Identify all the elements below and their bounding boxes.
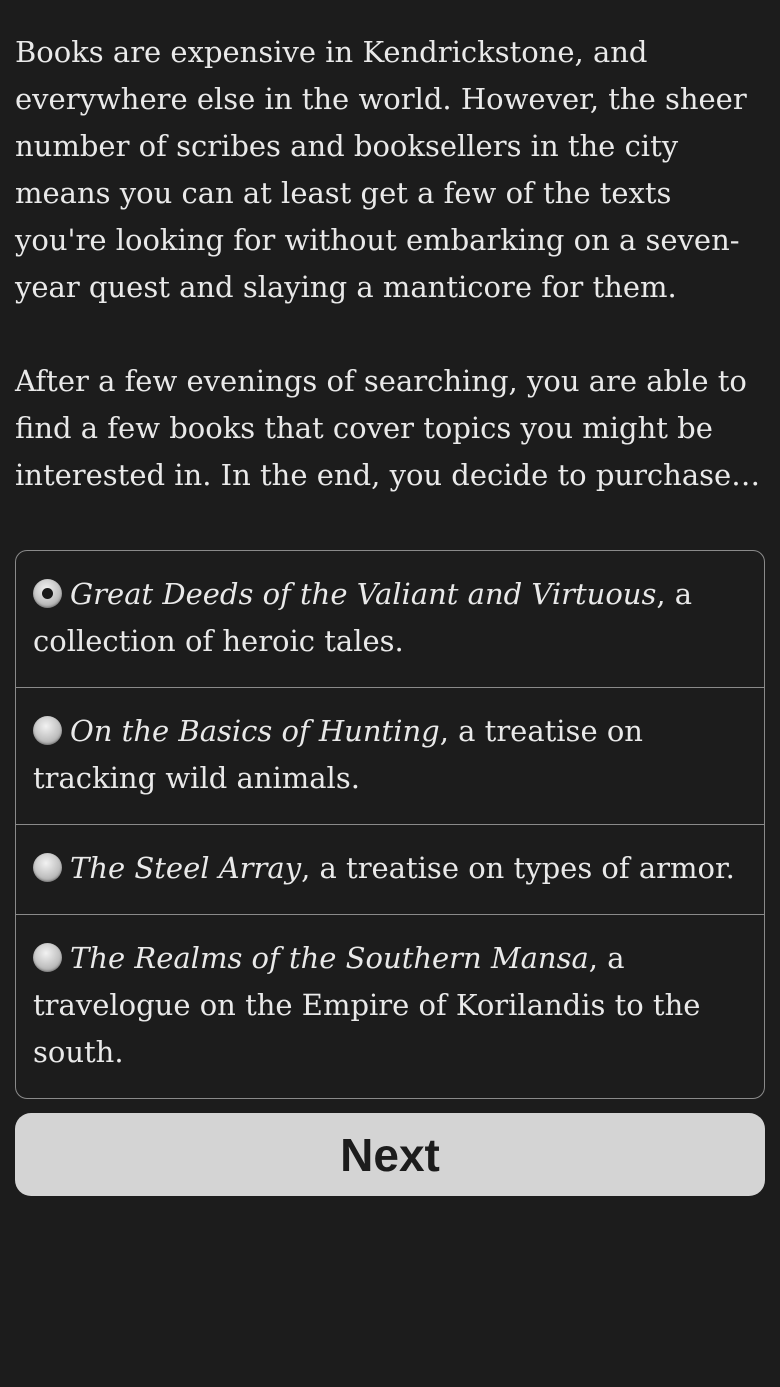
next-button[interactable]: Next bbox=[15, 1113, 765, 1196]
choice-option-basics-of-hunting[interactable] bbox=[16, 688, 764, 825]
choice-description: , a treatise on types of armor. bbox=[301, 851, 735, 885]
story-text bbox=[15, 29, 765, 546]
choice-description: , a treatise on tracking wild animals. bbox=[33, 714, 643, 795]
choice-title: On the Basics of Hunting bbox=[70, 714, 440, 748]
choice-description: , a travelogue on the Empire of Korilandis to the south. bbox=[33, 941, 701, 1069]
radio-button[interactable] bbox=[33, 716, 62, 745]
choice-title: The Realms of the Southern Mansa bbox=[70, 941, 589, 975]
story-paragraph: After a few evenings of searching, you are able to find a few books that cover topics you might be interested in. In the end, you decide to purchase… bbox=[15, 364, 761, 492]
choice-description: , a collection of heroic tales. bbox=[33, 577, 693, 658]
choice-option-southern-mansa[interactable] bbox=[16, 915, 764, 1098]
story-paragraph: Books are expensive in Kendrickstone, and everywhere else in the world. However, the sheer number of scribes and booksellers in the city means you can at least get a few of the texts you're looking for without embarking on a seven-year quest and slaying a manticore for them. bbox=[15, 35, 747, 304]
choice-option-great-deeds[interactable] bbox=[16, 551, 764, 688]
choice-title: The Steel Array bbox=[70, 851, 302, 885]
radio-button[interactable] bbox=[33, 943, 62, 972]
radio-button[interactable] bbox=[33, 853, 62, 882]
radio-button-selected[interactable] bbox=[33, 579, 62, 608]
choice-option-steel-array[interactable] bbox=[16, 825, 764, 915]
choice-list bbox=[15, 550, 765, 1099]
choice-title: Great Deeds of the Valiant and Virtuous bbox=[70, 577, 657, 611]
